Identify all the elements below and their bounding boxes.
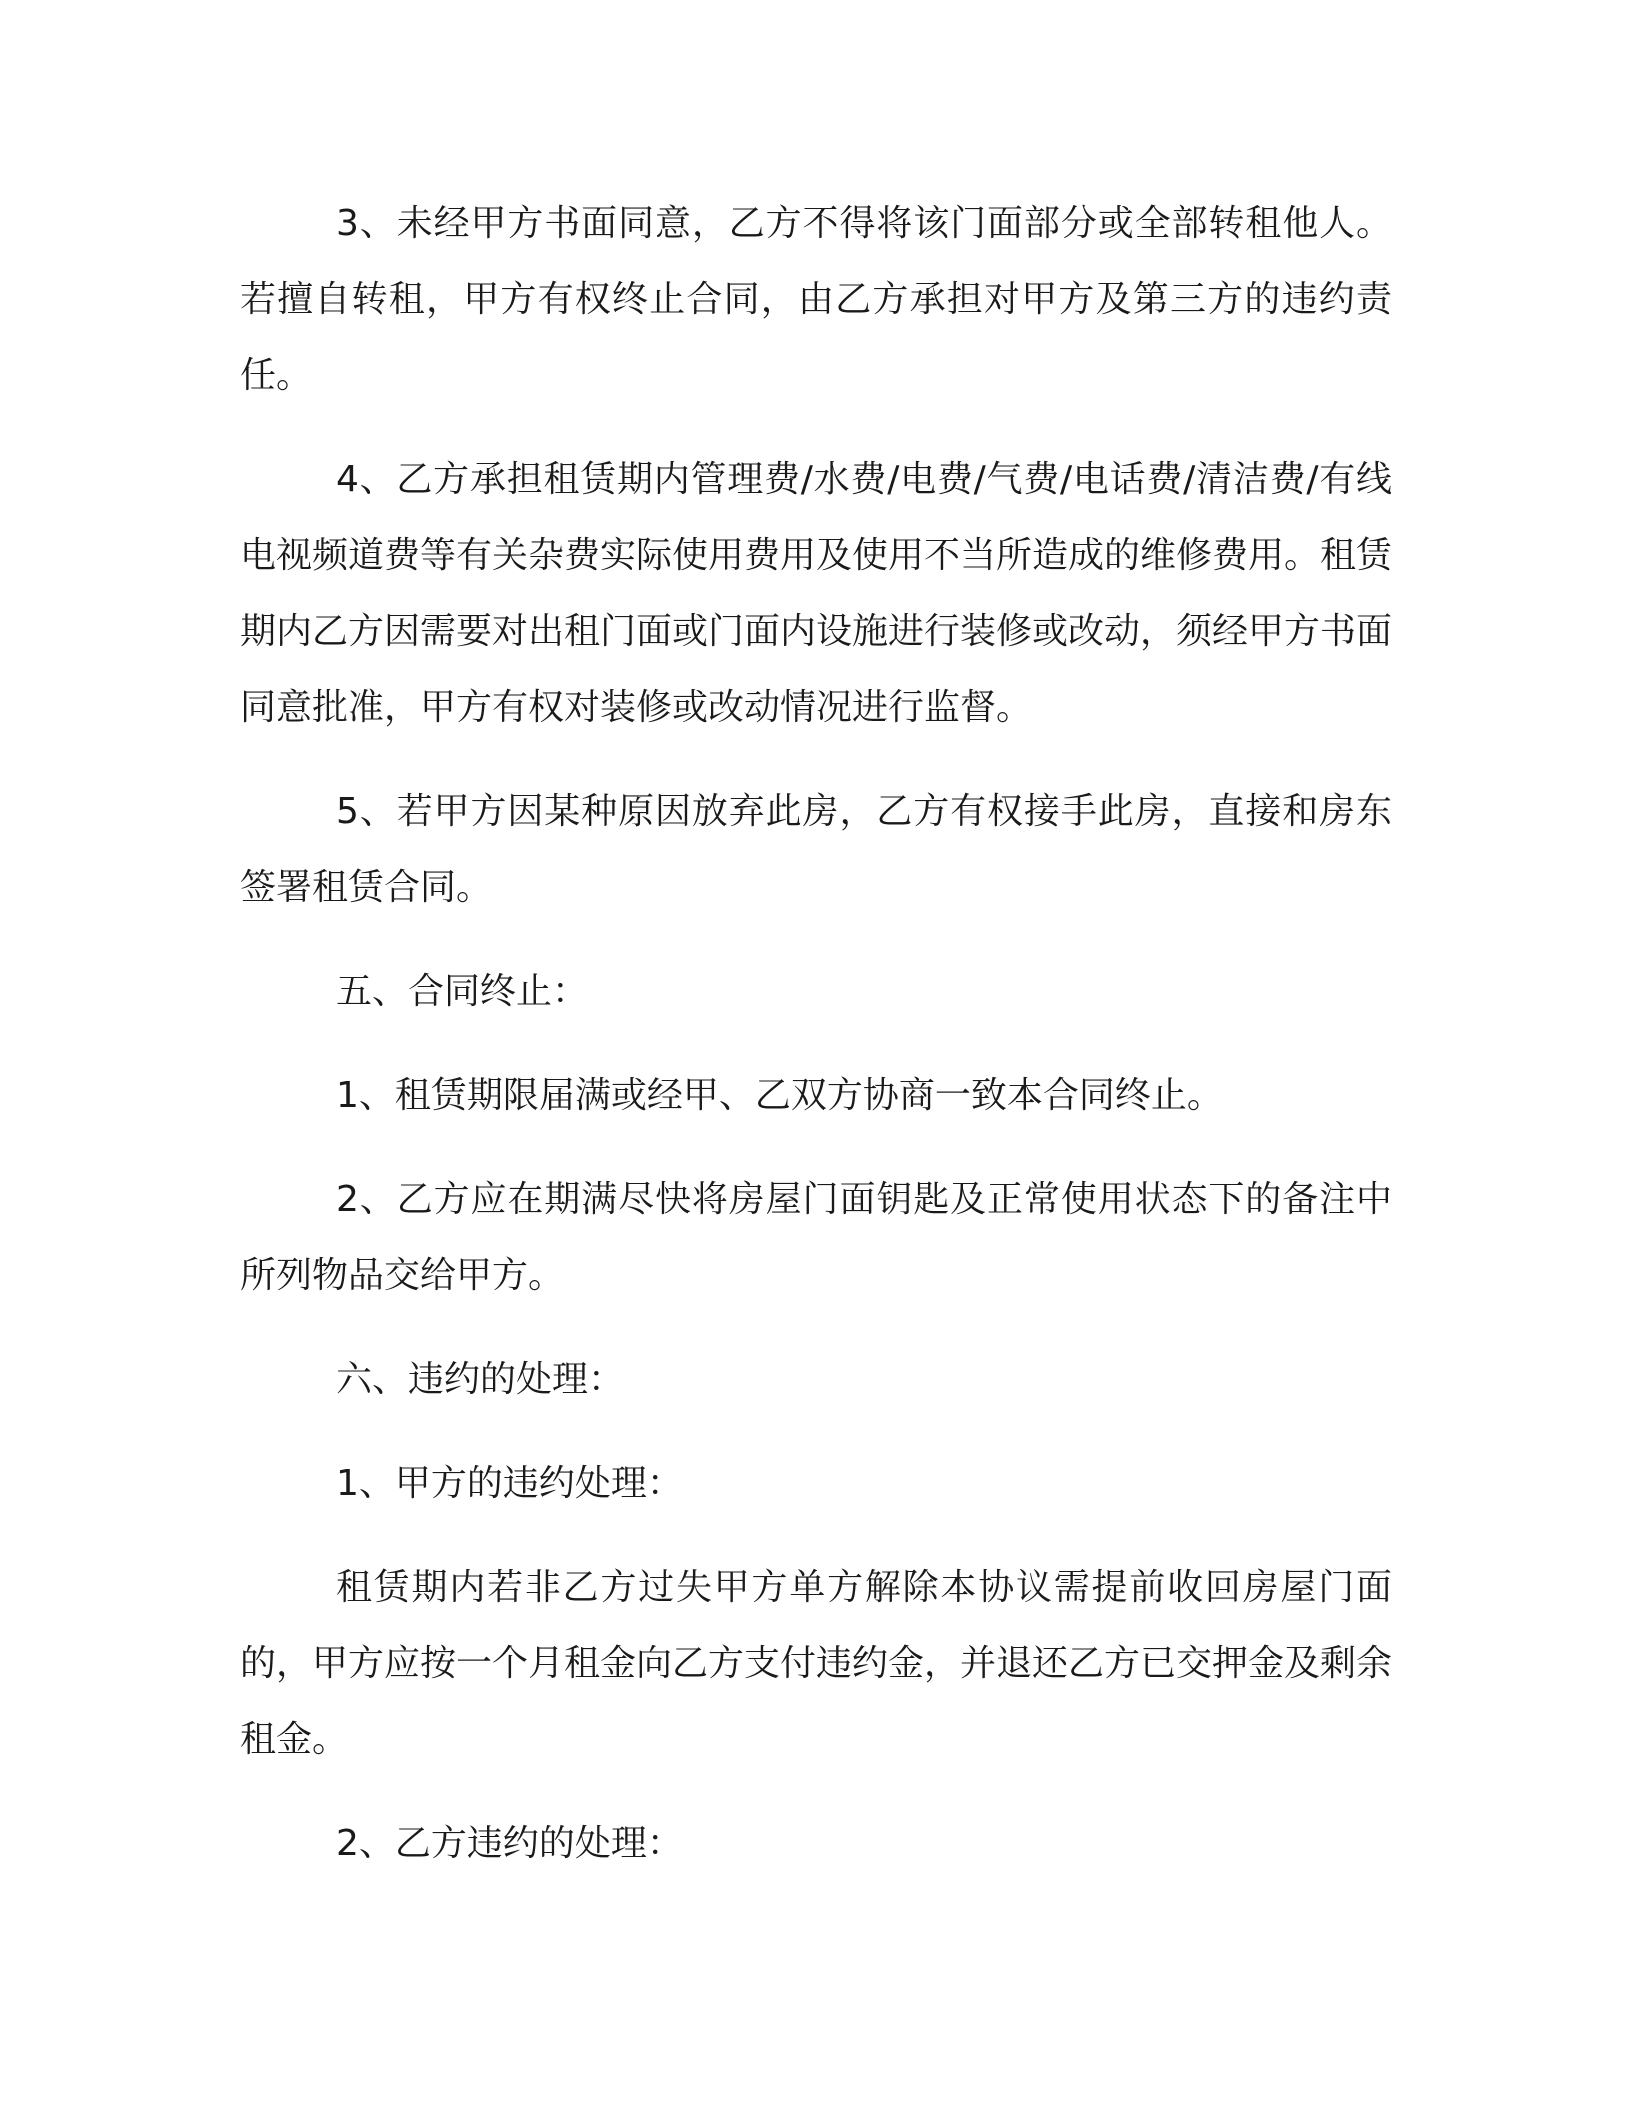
paragraph-clause-4: 4、乙方承担租赁期内管理费/水费/电费/气费/电话费/清洁费/有线电视频道费等有关杂费实际使用费用及使用不当所造成的维修费用。租赁期内乙方因需要对出租门面或门面内设施进行装修或改动，须经甲方书面同意批准，甲方有权对装修或改动情况进行监督。 <box>240 459 1393 728</box>
paragraph-termination-2: 2、乙方应在期满尽快将房屋门面钥匙及正常使用状态下的备注中所列物品交给甲方。 <box>240 1179 1392 1296</box>
paragraph-clause-3: 3、未经甲方书面同意，乙方不得将该门面部分或全部转租他人。若擅自转租，甲方有权终止合同，由乙方承担对甲方及第三方的违约责任。 <box>240 203 1392 396</box>
paragraph-party-a-breach: 租赁期内若非乙方过失甲方单方解除本协议需提前收回房屋门面的，甲方应按一个月租金向乙方支付违约金，并退还乙方已交押金及剩余租金。 <box>240 1567 1393 1760</box>
document-body <box>240 186 1392 1910</box>
subheading-party-a-breach: 1、甲方的违约处理： <box>336 1463 683 1504</box>
section-heading-termination: 五、合同终止： <box>336 971 589 1012</box>
section-heading-breach: 六、违约的处理： <box>336 1359 625 1400</box>
subheading-party-b-breach: 2、乙方违约的处理： <box>336 1823 683 1864</box>
paragraph-clause-5: 5、若甲方因某种原因放弃此房，乙方有权接手此房，直接和房东签署租赁合同。 <box>240 791 1392 908</box>
paragraph-termination-1: 1、租赁期限届满或经甲、乙双方协商一致本合同终止。 <box>336 1075 1223 1116</box>
